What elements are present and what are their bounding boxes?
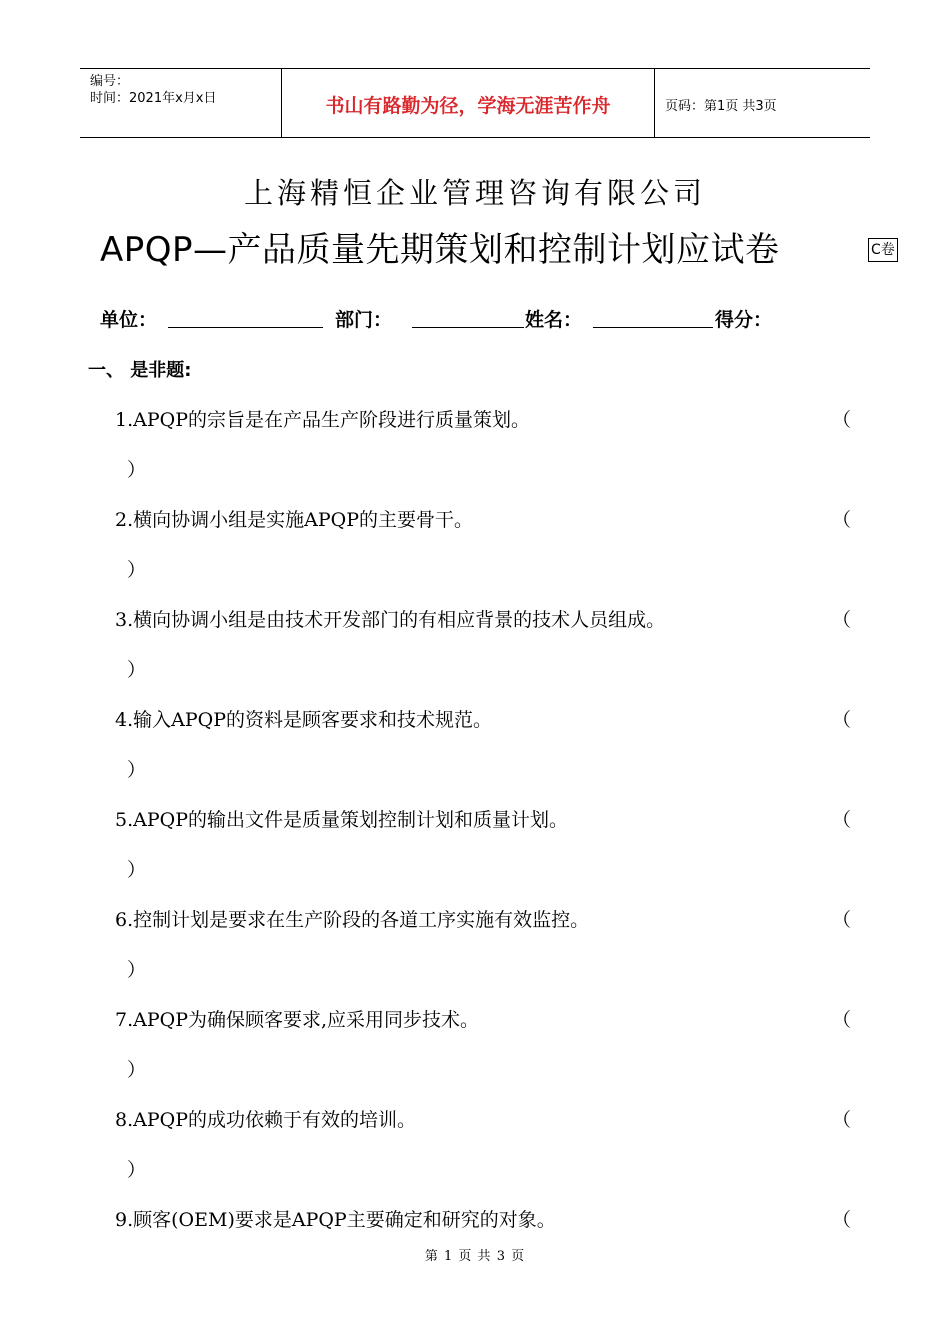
answer-open-paren[interactable]: （ — [832, 1009, 852, 1031]
question-4: 4.输入APQP的资料是顾客要求和技术规范。 — [115, 709, 492, 731]
answer-open-paren[interactable]: （ — [832, 409, 852, 431]
header-page-info: 页码：第1页 共3页 — [665, 99, 777, 114]
exam-title: APQP—产品质量先期策划和控制计划应试卷 — [100, 230, 780, 270]
answer-close-paren: ） — [127, 659, 147, 681]
header-divider — [654, 69, 655, 137]
header-divider — [281, 69, 282, 137]
unit-label: 单位： — [100, 309, 158, 331]
answer-open-paren[interactable]: （ — [832, 909, 852, 931]
answer-close-paren: ） — [127, 1159, 147, 1181]
answer-close-paren: ） — [127, 459, 147, 481]
dept-blank[interactable] — [412, 305, 524, 328]
answer-open-paren[interactable]: （ — [832, 1109, 852, 1131]
company-name: 上海精恒企业管理咨询有限公司 — [243, 176, 706, 210]
answer-open-paren[interactable]: （ — [832, 709, 852, 731]
name-label: 姓名： — [525, 309, 583, 331]
answer-close-paren: ） — [127, 859, 147, 881]
answer-close-paren: ） — [127, 759, 147, 781]
header-motto: 书山有路勤为径，学海无涯苦作舟 — [325, 95, 611, 117]
name-blank[interactable] — [593, 305, 713, 328]
answer-open-paren[interactable]: （ — [832, 809, 852, 831]
question-6: 6.控制计划是要求在生产阶段的各道工序实施有效监控。 — [115, 909, 590, 931]
time-label: 时间：2021年x月x日 — [90, 91, 217, 106]
question-8: 8.APQP的成功依赖于有效的培训。 — [115, 1109, 416, 1131]
answer-close-paren: ） — [127, 959, 147, 981]
question-2: 2.横向协调小组是实施APQP的主要骨干。 — [115, 509, 473, 531]
question-1: 1.APQP的宗旨是在产品生产阶段进行质量策划。 — [115, 409, 530, 431]
answer-close-paren: ） — [127, 1059, 147, 1081]
answer-open-paren[interactable]: （ — [832, 509, 852, 531]
page-header — [80, 68, 870, 138]
question-5: 5.APQP的输出文件是质量策划控制计划和质量计划。 — [115, 809, 568, 831]
section-title: 一、 是非题: — [88, 360, 192, 381]
answer-open-paren[interactable]: （ — [832, 1209, 852, 1231]
score-label: 得分： — [715, 309, 773, 331]
question-7: 7.APQP为确保顾客要求,应采用同步技术。 — [115, 1009, 480, 1031]
page-footer: 第 1 页 共 3 页 — [424, 1249, 526, 1264]
question-3: 3.横向协调小组是由技术开发部门的有相应背景的技术人员组成。 — [115, 609, 666, 631]
dept-label: 部门： — [335, 309, 393, 331]
unit-blank[interactable] — [168, 305, 323, 328]
number-label: 编号： — [90, 74, 130, 89]
header-meta — [90, 73, 216, 107]
version-badge: C卷 — [868, 238, 898, 262]
answer-close-paren: ） — [127, 559, 147, 581]
question-9: 9.顾客(OEM)要求是APQP主要确定和研究的对象。 — [115, 1209, 556, 1231]
answer-open-paren[interactable]: （ — [832, 609, 852, 631]
